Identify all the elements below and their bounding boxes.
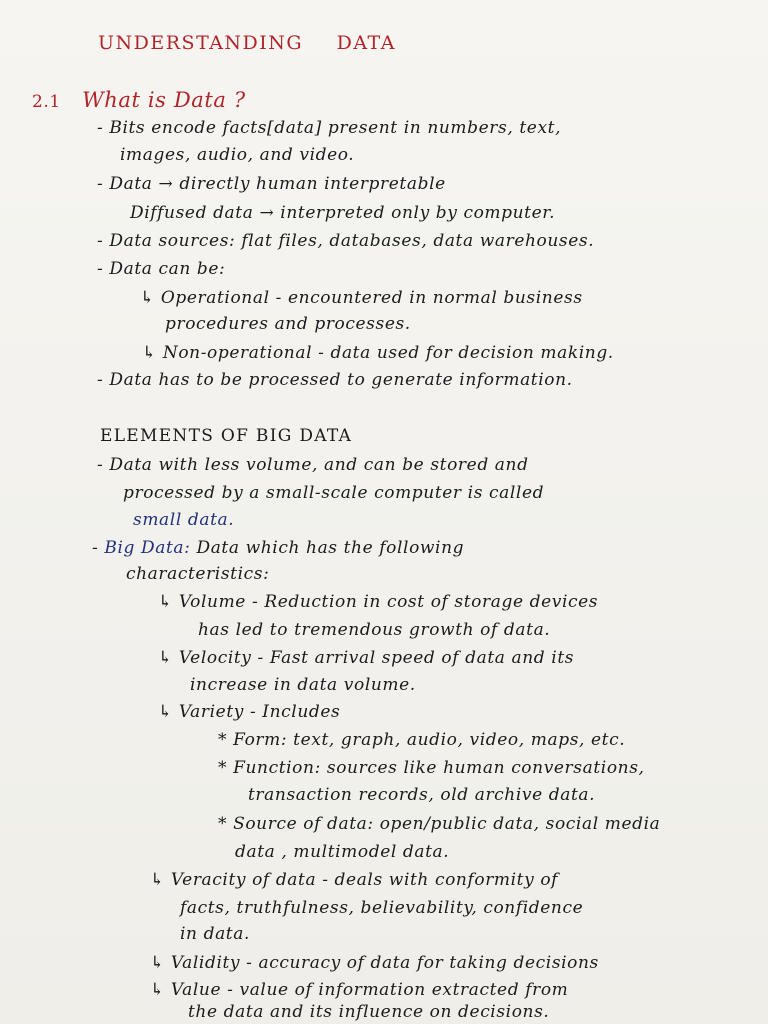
line-velocity-cont: increase in data volume. xyxy=(190,675,416,695)
line-volume: ↳ Volume - Reduction in cost of storage devices xyxy=(158,592,599,612)
big-data-term: Big Data: xyxy=(104,538,191,558)
page-title xyxy=(98,32,396,54)
line-value: ↳ Value - value of information extracted from xyxy=(150,980,569,1000)
line-function-cont: transaction records, old archive data. xyxy=(248,785,596,805)
line-validity: ↳ Validity - accuracy of data for taking decisions xyxy=(150,953,599,973)
line-processed: - Data has to be processed to generate information. xyxy=(97,370,573,390)
line-operational: ↳ Operational - encountered in normal business xyxy=(140,288,583,308)
line-images-audio: images, audio, and video. xyxy=(120,145,355,165)
title-word-understanding: UNDERSTANDING xyxy=(98,32,304,54)
big-data-dash: - xyxy=(92,538,99,558)
line-form: * Form: text, graph, audio, video, maps, etc. xyxy=(218,730,626,750)
line-value-cont: the data and its influence on decisions. xyxy=(188,1002,550,1022)
section-number: 2.1 xyxy=(32,92,61,112)
line-diffused-data: Diffused data → interpreted only by computer. xyxy=(130,203,556,223)
line-veracity-cont: facts, truthfulness, believability, confidence xyxy=(180,898,584,918)
line-data-sources: - Data sources: flat files, databases, data warehouses. xyxy=(97,231,595,251)
small-data-term: small data. xyxy=(133,510,235,530)
line-non-operational: ↳ Non-operational - data used for decision making. xyxy=(142,343,614,363)
section-heading-elements-of-big-data: ELEMENTS OF BIG DATA xyxy=(100,426,353,446)
line-variety: ↳ Variety - Includes xyxy=(158,702,341,722)
line-volume-cont: has led to tremendous growth of data. xyxy=(198,620,551,640)
line-source: * Source of data: open/public data, social media xyxy=(218,814,661,834)
title-word-data: DATA xyxy=(336,32,396,54)
line-velocity: ↳ Velocity - Fast arrival speed of data and its xyxy=(158,648,575,668)
section-heading-what-is-data xyxy=(32,88,246,112)
line-bits-encode: - Bits encode facts[data] present in numbers, text, xyxy=(97,118,562,138)
line-human-interpretable: - Data → directly human interpretable xyxy=(97,174,446,194)
line-less-volume: - Data with less volume, and can be stored and xyxy=(97,455,529,475)
line-data-can-be: - Data can be: xyxy=(97,259,226,279)
big-data-definition: Data which has the following xyxy=(196,538,465,558)
line-small-scale: processed by a small-scale computer is called xyxy=(123,483,545,503)
line-source-cont: data , multimodel data. xyxy=(235,842,450,862)
line-veracity: ↳ Veracity of data - deals with conformity of xyxy=(150,870,559,890)
line-characteristics: characteristics: xyxy=(126,564,270,584)
section-title: What is Data ? xyxy=(82,88,246,112)
line-function: * Function: sources like human conversations, xyxy=(218,758,645,778)
line-big-data xyxy=(92,538,464,558)
line-procedures: procedures and processes. xyxy=(165,314,411,334)
line-in-data: in data. xyxy=(180,924,250,944)
